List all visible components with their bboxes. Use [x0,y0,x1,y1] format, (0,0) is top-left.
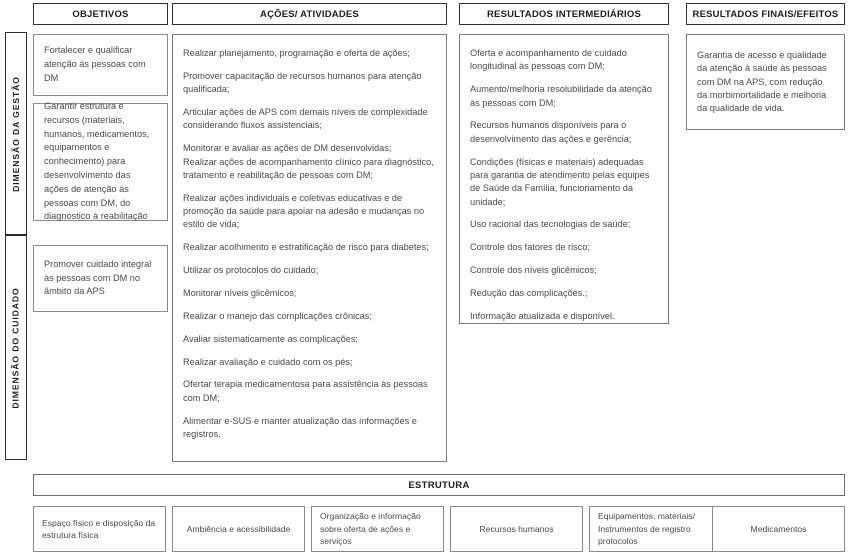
acao-item: Alimentar e-SUS e manter atualização das informações e registros. [183,415,417,439]
header-resultados-intermediarios-label: RESULTADOS INTERMEDIÁRIOS [486,8,641,20]
estrutura-item-label: Ambiência e acessibilidade [186,523,291,534]
dimension-label-cuidado [5,235,27,460]
acao-item: Monitorar e avaliar as ações de DM desenvolvidas; [183,143,392,154]
dimension-label-gestao-text: DIMENSÃO DA GESTÃO [11,75,22,192]
header-objetivos-label: OBJETIVOS [72,8,129,20]
dimension-label-gestao [5,32,27,235]
acao-item: Utilizar os protocolos do cuidado; [183,265,319,276]
estrutura-item-4 [450,506,583,552]
acao-item: Realizar ações individuais e coletivas educativas e de promoção da saúde para apoiar na adesão e mudanças no estilo de vida; [183,192,425,230]
acao-item: Promover capacitação de recursos humanos para atenção qualificada; [183,70,422,95]
estrutura-item-3 [311,506,444,552]
estrutura-item-label: Espaço físico e disposição da estrutura física [42,517,156,540]
objetivo-box-2 [33,100,168,222]
resultado-intermediario-item: Informação atualizada e disponível. [470,310,615,321]
resultado-intermediario-item: Recursos humanos disponíveis para o desenvolvimento das ações e gerência; [470,120,632,144]
estrutura-header [33,474,845,496]
acao-item: Articular ações de APS com demais níveis de complexidade considerando fluxos assistenciais; [183,107,428,131]
resultado-intermediario-item: Redução das complicações.; [470,287,588,298]
header-objetivos [33,3,168,25]
estrutura-item-6 [712,506,845,552]
header-resultados-intermediarios [459,3,669,25]
estrutura-item-label: Equipamentos, materiais/ Instrumentos de registro protocolos [598,511,695,547]
acoes-panel [172,34,447,462]
acao-item: Avaliar sistematicamente as complicações; [183,333,358,344]
estrutura-item-label: Medicamentos [750,523,807,534]
acao-item: Realizar ações de acompanhamento clínico para diagnóstico, tratamento e reabilitação de pessoas com DM; [183,156,434,180]
resultado-intermediario-item: Oferta e acompanhamento de cuidado longitudinal às pessoas com DM; [470,48,627,72]
acao-item: Monitorar níveis glicêmicos; [183,287,297,298]
objetivo-text: Promover cuidado integral às pessoas com DM no âmbito da APS [44,258,152,297]
acao-item: Realizar acolhimento e estratificação de risco para diabetes; [183,242,429,253]
estrutura-item-label: Recursos humanos [479,523,554,534]
objetivo-box-1 [33,34,168,96]
estrutura-item-label: Organização e informação sobre oferta de ações e serviços [320,511,421,547]
estrutura-item-2 [172,506,305,552]
estrutura-title: ESTRUTURA [408,479,470,491]
objetivo-box-3 [33,245,168,312]
objetivo-text: Garantir estrutura e recursos (materiais, humanos, medicamentos, equipamentos e conhecimento) para desenvolvimento das ações de atenção às pessoas com DM, do diagnóstico à reabilitação [44,100,150,222]
objetivo-text: Fortalecer e qualificar atenção às pessoas com DM [44,45,146,83]
resultado-intermediario-item: Controle dos fatores de risco; [470,242,591,253]
resultado-intermediario-item: Controle dos níveis glicêmicos; [470,265,597,276]
header-resultados-finais [686,3,845,25]
acao-item: Realizar planejamento, programação e oferta de ações; [183,48,410,58]
acao-item: Ofertar terapia medicamentosa para assistência às pessoas com DM; [183,379,428,403]
header-resultados-finais-label: RESULTADOS FINAIS/EFEITOS [692,8,839,20]
header-acoes [172,3,447,25]
resultados-finais-panel [686,34,845,130]
dimension-label-cuidado-text: DIMENSÃO DO CUIDADO [11,286,21,409]
acao-item: Realizar o manejo das complicações crônicas; [183,310,372,321]
resultado-final-item: Garantia de acesso e qualidade da atenção à saúde às pessoas com DM na APS, com redução da morbimortalidade e melhoria da qualidade de vida. [697,50,827,114]
estrutura-item-5 [589,506,722,552]
header-acoes-label: AÇÕES/ ATIVIDADES [260,8,359,20]
resultado-intermediario-item: Condições (físicas e materiais) adequadas para garantia de atendimento pelas equipes de Saúde da Família, funcionamento da unidade; [470,156,650,207]
resultados-intermediarios-panel [459,34,669,324]
resultado-intermediario-item: Aumento/melhoria resolubilidade da atenção às pessoas com DM; [470,84,652,108]
acao-item-group [183,142,436,182]
estrutura-item-1 [33,506,166,552]
acao-item: Realizar avaliação e cuidado com os pés; [183,356,353,367]
resultado-intermediario-item: Uso racional das tecnologias de saúde; [470,219,631,230]
